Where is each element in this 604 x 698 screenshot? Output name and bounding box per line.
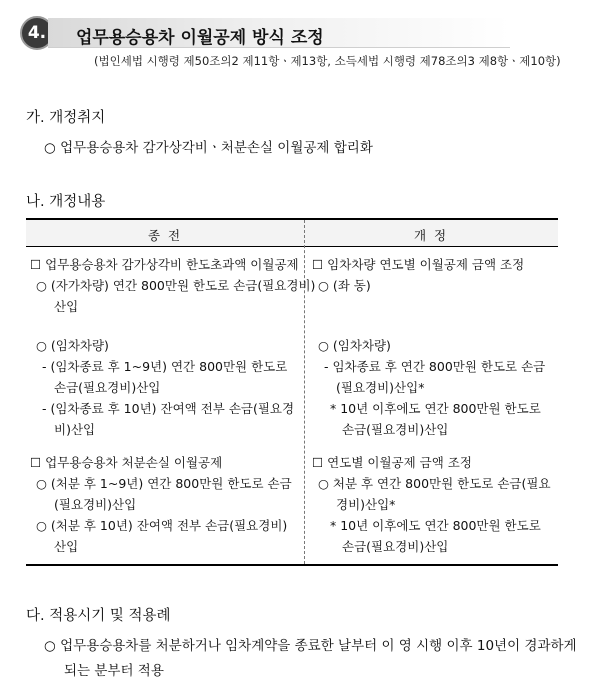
before-line: ○ (임차차량): [36, 338, 109, 353]
section-c-line-1: ○ 업무용승용차를 처분하거나 임차계약을 종료한 날부터 이 영 시행 이후 10년이 경과하게: [44, 638, 577, 654]
section-number-badge: 4.: [20, 16, 54, 50]
section-header: [20, 16, 510, 50]
after-line: * 10년 이후에도 연간 800만원 한도로: [330, 518, 541, 533]
before-line: ☐ 업무용승용차 처분손실 이월공제: [30, 455, 223, 470]
after-line: ☐ 연도별 이월공제 금액 조정: [312, 455, 472, 470]
before-line: ○ (처분 후 1~9년) 연간 800만원 한도로 손금: [36, 476, 292, 491]
table-bottom-rule: [26, 564, 558, 566]
column-header-before: 종 전: [147, 228, 183, 243]
table-column-divider: [304, 220, 305, 564]
table-header-rule: [26, 246, 558, 247]
before-line: 산입: [54, 299, 79, 314]
section-b-heading: 나. 개정내용: [26, 194, 106, 210]
before-line: 산입: [54, 539, 79, 554]
before-line: ○ (자가차량) 연간 800만원 한도로 손금(필요경비): [36, 278, 316, 293]
before-line: 손금(필요경비)산입: [54, 380, 161, 395]
after-line: ☐ 임차차량 연도별 이월공제 금액 조정: [312, 257, 525, 272]
after-line: 손금(필요경비)산입: [342, 539, 449, 554]
after-line: - 임차종료 후 연간 800만원 한도로 손금: [324, 359, 546, 374]
section-a-heading: 가. 개정취지: [26, 110, 106, 126]
before-line: - (임차종료 후 10년) 잔여액 전부 손금(필요경: [42, 401, 295, 416]
after-line: ○ (좌 동): [318, 278, 371, 293]
after-line: 경비)산입*: [336, 497, 396, 512]
section-c-line-2: 되는 분부터 적용: [64, 663, 164, 679]
legal-reference: (법인세법 시행령 제50조의2 제11항ㆍ제13항, 소득세법 시행령 제78조의3 제8항ㆍ제10항): [94, 54, 561, 68]
page-title: 업무용승용차 이월공제 방식 조정: [76, 28, 324, 48]
column-header-after: 개 정: [413, 228, 449, 243]
after-line: ○ 처분 후 연간 800만원 한도로 손금(필요: [318, 476, 551, 491]
comparison-table: [26, 218, 558, 566]
section-c-heading: 다. 적용시기 및 적용례: [26, 608, 171, 624]
after-line: 손금(필요경비)산입: [342, 422, 449, 437]
before-line: ○ (처분 후 10년) 잔여액 전부 손금(필요경비): [36, 518, 288, 533]
after-line: ○ (임차차량): [318, 338, 391, 353]
before-line: - (임차종료 후 1~9년) 연간 800만원 한도로: [42, 359, 288, 374]
after-line: * 10년 이후에도 연간 800만원 한도로: [330, 401, 541, 416]
after-line: (필요경비)산입*: [336, 380, 425, 395]
before-line: ☐ 업무용승용차 감가상각비 한도초과액 이월공제: [30, 257, 299, 272]
before-line: 비)산입: [54, 422, 96, 437]
before-line: (필요경비)산입: [54, 497, 137, 512]
table-top-rule: [26, 218, 558, 220]
section-a-item: ○ 업무용승용차 감가상각비ㆍ처분손실 이월공제 합리화: [44, 140, 373, 156]
